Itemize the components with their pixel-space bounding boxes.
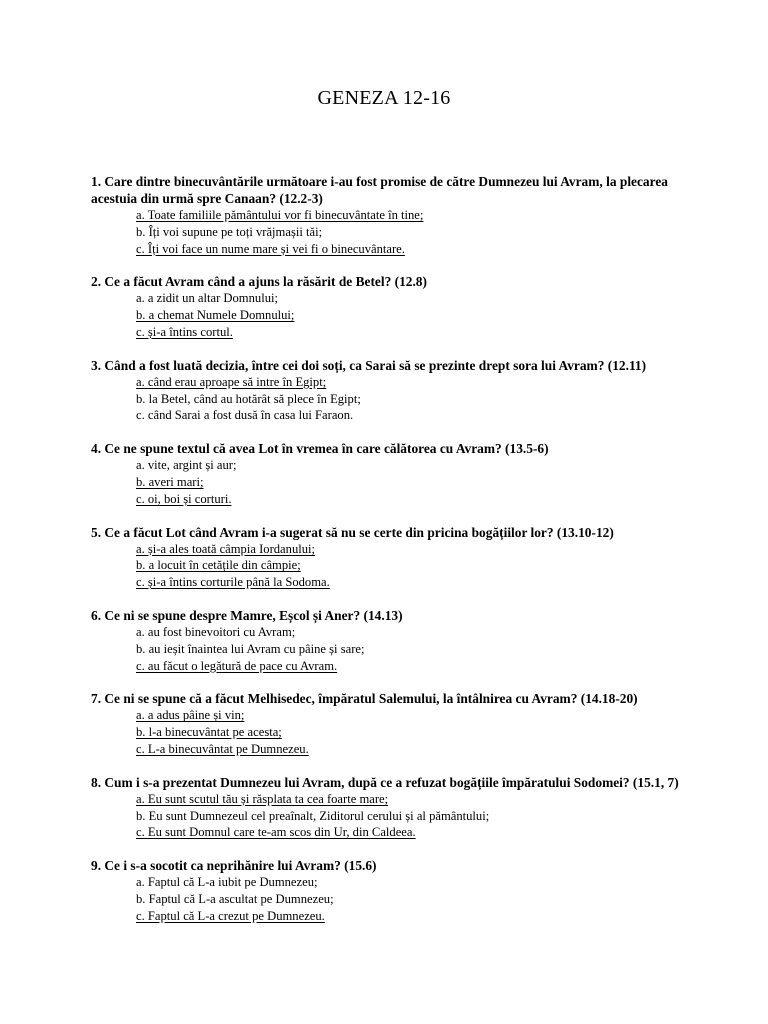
answer-options: [91, 707, 711, 757]
answer-option-a: [136, 624, 711, 641]
answer-option-c: [136, 324, 711, 341]
answer-option-text: c. Eu sunt Domnul care te-am scos din Ur, din Caldeea.: [136, 825, 416, 840]
answer-option-a: [136, 874, 711, 891]
answer-option-a: [136, 290, 711, 307]
answer-option-text: c. L-a binecuvântat pe Dumnezeu.: [136, 741, 309, 756]
answer-option-text: c. și-a întins cortul.: [136, 324, 233, 339]
question-text: 5. Ce a făcut Lot când Avram i-a sugerat să nu se certe din pricina bogățiilor lor? (13.10-12): [91, 524, 614, 540]
question-text: 2. Ce a făcut Avram când a ajuns la răsărit de Betel? (12.8): [91, 274, 427, 290]
answer-option-text: b. averi mari;: [136, 474, 204, 489]
question-9: [91, 857, 711, 924]
question-text: 4. Ce ne spune textul că avea Lot în vremea în care călătorea cu Avram? (13.5-6): [91, 441, 549, 457]
answer-options: [91, 791, 711, 841]
question-text: 6. Ce ni se spune despre Mamre, Eșcol și Aner? (14.13): [91, 607, 403, 623]
answer-option-a: [136, 707, 711, 724]
answer-option-text: a. Eu sunt scutul tău și răsplata ta cea foarte mare;: [136, 791, 389, 806]
answer-option-text: b. Eu sunt Dumnezeul cel preaînalt, Ziditorul cerului și al pământului;: [136, 808, 490, 823]
answer-option-a: [136, 791, 711, 808]
answer-option-text: c. Faptul că L-a crezut pe Dumnezeu.: [136, 908, 325, 923]
answer-option-a: [136, 374, 711, 391]
answer-option-text: a. când erau aproape să intre în Egipt;: [136, 374, 327, 389]
answer-option-a: [136, 207, 711, 224]
answer-option-b: [136, 641, 711, 658]
answer-option-c: [136, 407, 711, 424]
answer-option-c: [136, 824, 711, 841]
answer-option-b: [136, 891, 711, 908]
answer-options: [91, 624, 711, 674]
answer-option-text: b. Îți voi supune pe toți vrăjmașii tăi;: [136, 224, 323, 239]
question-2: [91, 273, 711, 340]
answer-option-c: [136, 491, 711, 508]
answer-option-text: b. la Betel, când au hotărât să plece în Egipt;: [136, 391, 361, 406]
question-text: 7. Ce ni se spune că a făcut Melhisedec, împăratul Salemului, la întâlnirea cu Avram? (14.18-20): [91, 691, 638, 707]
answer-option-text: b. a locuit în cetățile din câmpie;: [136, 558, 301, 573]
answer-option-text: a. a zidit un altar Domnului;: [136, 291, 278, 306]
question-7: [91, 690, 711, 757]
answer-options: [91, 207, 711, 257]
question-1: [91, 173, 711, 257]
answer-option-a: [136, 541, 711, 558]
answer-option-text: a. a adus pâine și vin;: [136, 708, 245, 723]
answer-option-text: b. Faptul că L-a ascultat pe Dumnezeu;: [136, 891, 334, 906]
answer-option-c: [136, 741, 711, 758]
question-8: [91, 774, 711, 841]
question-text: 8. Cum i s-a prezentat Dumnezeu lui Avram, după ce a refuzat bogățiile împăratului Sodomei? (15.1, 7): [91, 774, 679, 790]
question-5: [91, 524, 711, 591]
question-6: [91, 607, 711, 674]
question-3: [91, 357, 711, 424]
answer-option-b: [136, 724, 711, 741]
answer-option-c: [136, 574, 711, 591]
answer-option-text: b. a chemat Numele Domnului;: [136, 308, 295, 323]
answer-option-text: a. și-a ales toată câmpia Iordanului;: [136, 541, 316, 556]
answer-options: [91, 374, 711, 424]
answer-option-text: b. l-a binecuvântat pe acesta;: [136, 725, 282, 740]
answer-options: [91, 290, 711, 340]
answer-option-text: b. au ieșit înaintea lui Avram cu pâine și sare;: [136, 641, 365, 656]
answer-options: [91, 457, 711, 507]
answer-option-text: c. au făcut o legătură de pace cu Avram.: [136, 658, 338, 673]
answer-option-c: [136, 241, 711, 258]
page-title: GENEZA 12-16: [317, 87, 451, 109]
answer-option-c: [136, 908, 711, 925]
question-list: [91, 173, 711, 941]
answer-option-text: c. când Sarai a fost dusă în casa lui Faraon.: [136, 408, 354, 423]
answer-option-b: [136, 307, 711, 324]
question-text: 9. Ce i s-a socotit ca neprihănire lui Avram? (15.6): [91, 858, 377, 874]
answer-option-text: c. oi, boi și corturi.: [136, 491, 232, 506]
answer-option-text: c. Îți voi face un nume mare și vei fi o binecuvântare.: [136, 241, 405, 256]
question-text: 3. Când a fost luată decizia, între cei doi soți, ca Sarai să se prezinte drept sora lui Avram? (12.11): [91, 357, 647, 373]
answer-option-text: a. Toate familiile pământului vor fi binecuvântate în tine;: [136, 208, 424, 222]
answer-option-a: [136, 457, 711, 474]
question-4: [91, 440, 711, 507]
answer-option-c: [136, 658, 711, 675]
answer-option-text: a. au fost binevoitori cu Avram;: [136, 624, 296, 639]
answer-option-b: [136, 474, 711, 491]
answer-option-text: a. vite, argint și aur;: [136, 458, 237, 473]
answer-option-b: [136, 224, 711, 241]
answer-options: [91, 874, 711, 924]
answer-option-b: [136, 391, 711, 408]
answer-option-b: [136, 808, 711, 825]
question-text: 1. Care dintre binecuvântările următoare i-au fost promise de către Dumnezeu lui Avram, la plecarea acestuia din urmă spre Canaan? (12.2-3): [91, 174, 668, 206]
answer-option-text: a. Faptul că L-a iubit pe Dumnezeu;: [136, 875, 318, 890]
answer-option-text: c. și-a întins corturile până la Sodoma.: [136, 575, 330, 590]
answer-option-b: [136, 557, 711, 574]
answer-options: [91, 541, 711, 591]
